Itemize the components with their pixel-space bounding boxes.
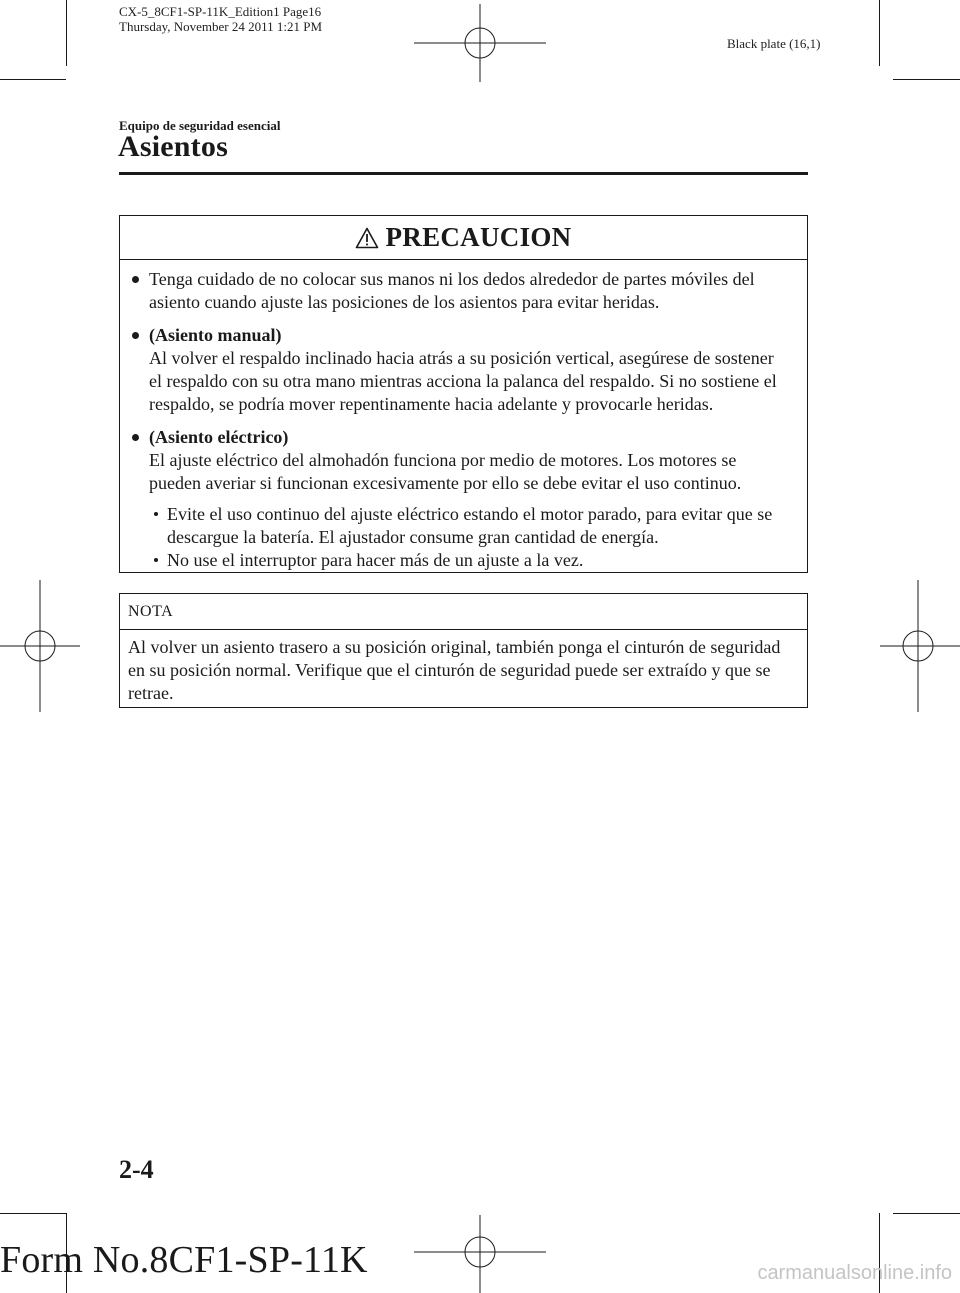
caution-item-text: Al volver el respaldo inclinado hacia atrás a su posición vertical, asegúrese de sostener el respaldo con su otra mano mientras acciona la palanca del respaldo. Si no sostiene el respaldo, se podría mover repentinamente hacia adelante y provocarle heridas. <box>149 348 777 414</box>
crop-mark <box>66 0 67 66</box>
caution-header <box>120 216 807 260</box>
note-text: Al volver un asiento trasero a su posición original, también ponga el cinturón de seguridad en su posición normal. Verifique que el cinturón de seguridad puede ser extraído y que se retrae. <box>128 637 781 703</box>
crop-mark <box>893 79 960 80</box>
caution-item <box>130 426 791 495</box>
registration-mark-icon <box>880 580 960 712</box>
caution-item-text: Tenga cuidado de no colocar sus manos ni los dedos alrededor de partes móviles del asiento cuando ajuste las posiciones de los asientos para evitar heridas. <box>149 269 755 312</box>
note-title: NOTA <box>120 594 807 630</box>
crop-mark <box>0 79 66 80</box>
caution-box <box>119 215 808 573</box>
bullet-icon <box>132 434 139 441</box>
caution-item-heading: (Asiento manual) <box>149 325 282 345</box>
crop-mark <box>893 1213 960 1214</box>
caution-subitem <box>148 503 791 549</box>
caution-subitem <box>148 549 791 572</box>
bullet-icon <box>132 332 139 339</box>
registration-mark-icon <box>414 1215 546 1293</box>
title-rule <box>119 172 808 175</box>
page-title: Asientos <box>118 130 228 163</box>
watermark: carmanualsonline.info <box>757 1262 952 1284</box>
print-timestamp: Thursday, November 24 2011 1:21 PM <box>119 19 323 34</box>
form-number: Form No.8CF1-SP-11K <box>0 1239 368 1281</box>
caution-item <box>130 268 791 314</box>
sub-bullet-icon <box>154 512 158 516</box>
caution-body <box>120 260 807 572</box>
caution-item <box>130 324 791 416</box>
registration-mark-icon <box>0 580 80 712</box>
print-plate: Black plate (16,1) <box>727 36 821 51</box>
caution-subitem-text: Evite el uso continuo del ajuste eléctrico estando el motor parado, para evitar que se descargue la batería. El ajustador consume gran cantidad de energía. <box>167 504 773 547</box>
print-file-name: CX-5_8CF1-SP-11K_Edition1 Page16 <box>119 4 322 19</box>
caution-subitem-text: No use el interruptor para hacer más de un ajuste a la vez. <box>167 550 584 570</box>
bullet-icon <box>132 276 139 283</box>
crop-mark <box>879 0 880 66</box>
caution-item-heading: (Asiento eléctrico) <box>149 427 289 447</box>
caution-title: PRECAUCION <box>385 222 572 252</box>
crop-mark <box>0 1213 66 1214</box>
caution-sublist <box>130 503 791 572</box>
page-number: 2-4 <box>119 1155 154 1184</box>
caution-item-text: El ajuste eléctrico del almohadón funciona por medio de motores. Los motores se pueden averiar si funcionan excesivamente por ello se debe evitar el uso continuo. <box>149 450 742 493</box>
note-box <box>119 593 808 708</box>
registration-mark-icon <box>414 4 546 82</box>
warning-triangle-icon <box>355 227 379 249</box>
section-label: Equipo de seguridad esencial <box>119 118 281 133</box>
sub-bullet-icon <box>154 558 158 562</box>
